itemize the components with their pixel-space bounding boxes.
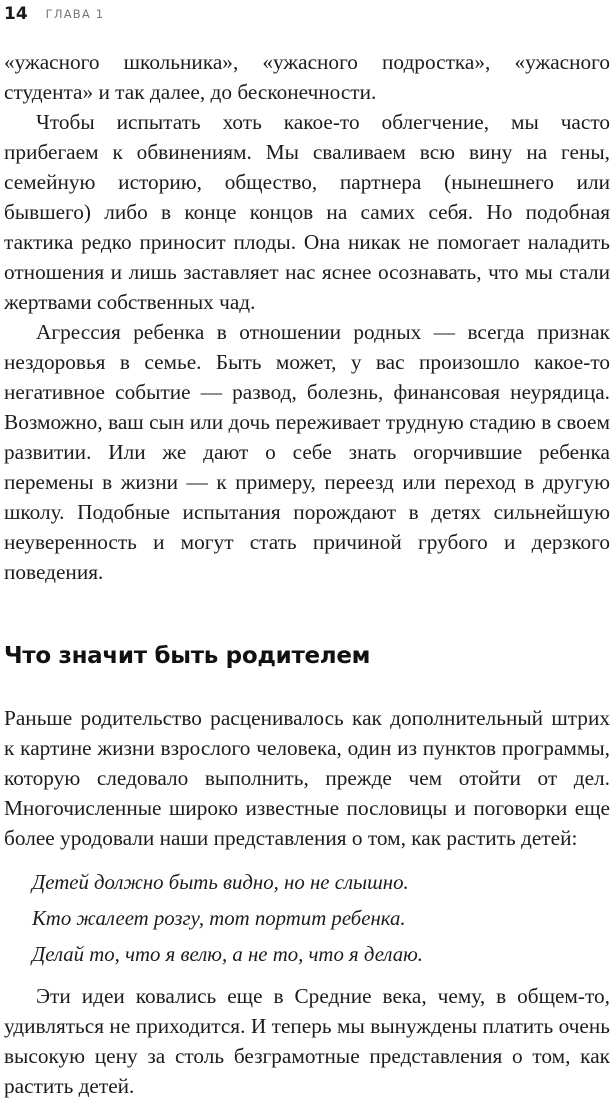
proverb-list [4, 868, 610, 969]
section-heading: Что значит быть родителем [4, 643, 371, 669]
paragraph-section-1: Раньше родительство расценивалось как дополнительный штрих к картине жизни взрослого человека, один из пунктов программы, которую следовало выполнить, прежде чем отойти от дел. Многочисленные широко известные пословицы и поговорки еще более уродовали наши представления о том, как растить детей: [4, 706, 610, 850]
proverb-quote: Делай то, что я велю, а не то, что я делаю. [32, 943, 423, 966]
page-number: 14 [4, 4, 28, 24]
proverb-quote: Детей должно быть видно, но не слышно. [32, 871, 409, 894]
paragraph-intro-1: «ужасного школьника», «ужасного подростка», «ужасного студента» и так далее, до бесконечности. [4, 50, 610, 104]
proverb-quote: Кто жалеет розгу, тот портит ребенка. [32, 907, 406, 930]
paragraph-section-2: Эти идеи ковались еще в Средние века, чему, в общем-то, удивляться не приходится. И теперь мы вынуждены платить очень высокую цену за столь безграмотные представления о том, как растить детей. [4, 984, 610, 1098]
page-header [4, 0, 104, 28]
page-body [4, 47, 610, 1101]
paragraph-intro-2: Чтобы испытать хоть какое-то облегчение, мы часто прибегаем к обвинениям. Мы сваливаем всю вину на гены, семейную историю, общество, партнера (нынешнего или бывшего) либо в конце концов на самих себя. Но подобная тактика редко приносит плоды. Она никак не помогает наладить отношения и лишь заставляет нас яснее осознавать, что мы стали жертвами собственных чад. [4, 110, 610, 314]
paragraph-intro-3: Агрессия ребенка в отношении родных — всегда признак нездоровья в семье. Быть может, у вас произошло какое-то негативное событие — развод, болезнь, финансовая неурядица. Возможно, ваш сын или дочь переживает трудную стадию в своем развитии. Или же дают о себе знать огорчившие ребенка перемены в жизни — к примеру, переезд или переход в другую школу. Подобные испытания порождают в детях сильнейшую неуверенность и могут стать причиной грубого и дерзкого поведения. [4, 320, 610, 584]
chapter-label: ГЛАВА 1 [45, 7, 105, 21]
section-body [4, 703, 610, 1101]
